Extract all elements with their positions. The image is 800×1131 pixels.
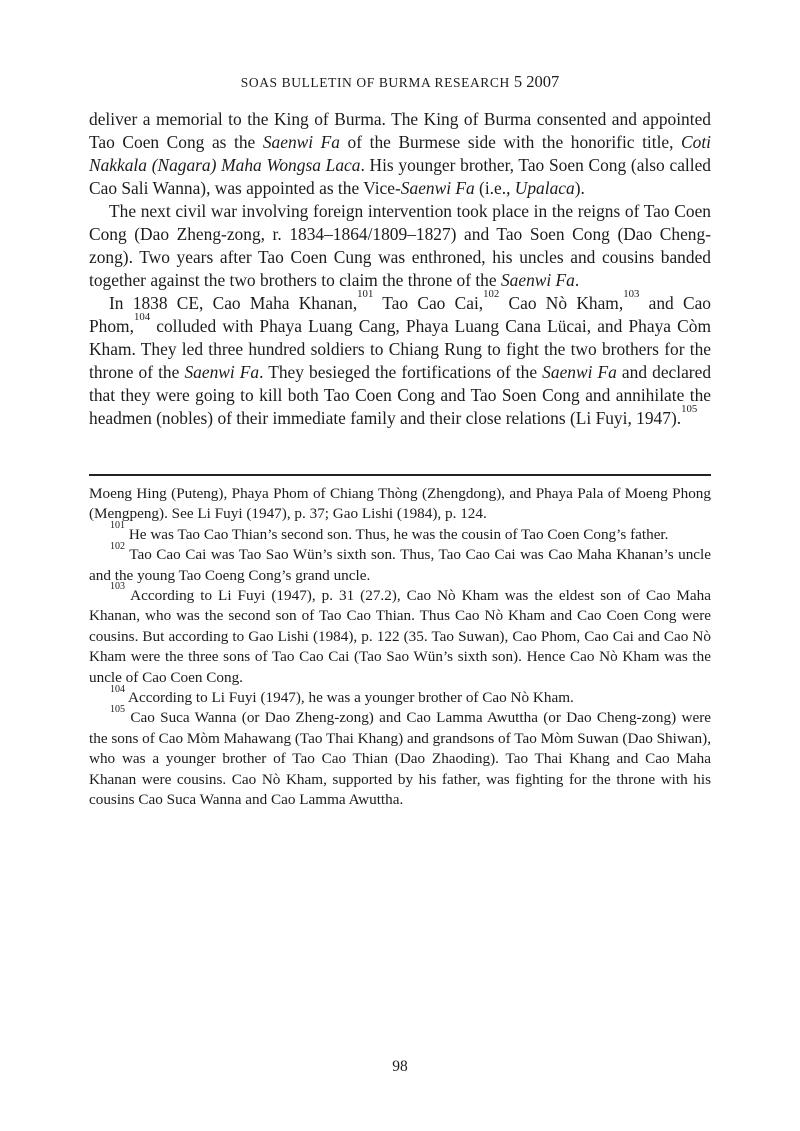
text-segment: Cao Nò Kham, bbox=[499, 293, 624, 313]
footnote-number: 104 bbox=[110, 683, 126, 695]
text-segment: According to Li Fuyi (1947), he was a younger brother of Cao Nò Kham. bbox=[125, 689, 574, 707]
text-segment: In 1838 CE, Cao Maha Khanan, bbox=[109, 293, 358, 313]
italic-text-segment: Upalaca bbox=[514, 178, 575, 198]
italic-text-segment: Saenwi Fa bbox=[542, 362, 617, 382]
text-segment: ). bbox=[574, 178, 585, 198]
footnote-ref: 104 bbox=[133, 311, 151, 324]
footnote bbox=[89, 683, 711, 708]
text-segment: (i.e., bbox=[474, 178, 515, 198]
text-segment: The next civil war involving foreign intervention took place in the reigns of Tao Coen Cong (Dao Zheng-zong, r. 1834–1864/1809–1827) and Tao Soen Cong (Dao Cheng-zong). Two years after Tao Coen Cung was enthroned, his uncles and cousins banded together against the two brothers to claim the throne of the bbox=[89, 201, 711, 290]
text-segment: According to Li Fuyi (1947), p. 31 (27.2), Cao Nò Kham was the eldest son of Cao Maha Khanan, who was the second son of Tao Cao Thian. Thus Cao Nò Kham and Cao Coen Cong were cousins. But according to Gao Lishi (1984), p. 122 (35. Tao Suwan), Cao Phom, Cao Cai and Cao Nò Kham were the three sons of Tao Cao Cai (Tao Sao Wün’s sixth son). Hence Cao Nò Kham was the uncle of Cao Coen Cong. bbox=[89, 587, 711, 686]
text-segment: deliver a memorial to the King of Burma. The King of Burma consented and appointed Tao Coen Cong as the bbox=[89, 109, 711, 152]
footnote-number: 105 bbox=[110, 703, 126, 715]
footnote-ref: 103 bbox=[623, 288, 640, 301]
text-segment: He was Tao Cao Thian’s second son. Thus, he was the cousin of Tao Coen Cong’s father. bbox=[125, 525, 669, 543]
text-segment: Moeng Hing (Puteng), Phaya Phom of Chiang Thòng (Zhengdong), and Phaya Pala of Moeng Phong (Mengpeng). See Li Fuyi (1947), p. 37; Gao Lishi (1984), p. 124. bbox=[89, 485, 711, 523]
footnote bbox=[89, 540, 711, 586]
footnote-separator bbox=[89, 474, 711, 476]
italic-text-segment: Saenwi Fa bbox=[184, 362, 260, 382]
footnote-number: 102 bbox=[110, 540, 126, 552]
footnote-ref: 101 bbox=[357, 288, 374, 301]
footnote-ref: 102 bbox=[483, 288, 500, 301]
paragraph bbox=[89, 200, 711, 292]
footnote bbox=[89, 520, 711, 545]
paragraph bbox=[89, 108, 711, 200]
journal-title: SOAS BULLETIN OF BURMA RESEARCH bbox=[240, 75, 510, 90]
italic-text-segment: Saenwi Fa bbox=[262, 132, 340, 152]
body-text bbox=[89, 108, 711, 430]
italic-text-segment: Coti Nakkala (Nagara) Maha Wongsa Laca bbox=[89, 132, 712, 175]
footnote-number: 103 bbox=[110, 581, 126, 593]
journal-header bbox=[89, 72, 711, 92]
footnote-number: 101 bbox=[110, 520, 126, 532]
text-segment: colluded with Phaya Luang Cang, Phaya Luang Cana Lücai, and Phaya Còm Kham. They led three hundred soldiers to Chiang Rung to fight the two brothers for the throne of the bbox=[89, 316, 711, 382]
text-segment: and Cao Phom, bbox=[89, 293, 711, 336]
text-segment: Tao Cao Cai, bbox=[373, 293, 484, 313]
italic-text-segment: Saenwi Fa bbox=[500, 270, 575, 290]
footnote bbox=[89, 703, 712, 810]
italic-text-segment: Saenwi Fa bbox=[400, 178, 475, 198]
footnote bbox=[89, 581, 711, 688]
page-number: 98 bbox=[392, 1058, 408, 1075]
text-segment: of the Burmese side with the honorific title, bbox=[339, 132, 682, 152]
text-segment: . bbox=[574, 270, 580, 290]
text-segment: . They besieged the fortifications of the bbox=[259, 362, 543, 382]
footnotes-section bbox=[89, 484, 711, 811]
text-segment: and declared that they were going to kill both Tao Coen Cong and Tao Soen Cong and annihilate the headmen (nobles) of their immediate family and their close relations (Li Fuyi, 1947). bbox=[89, 362, 712, 428]
paragraph bbox=[89, 288, 712, 430]
text-segment: Cao Suca Wanna (or Dao Zheng-zong) and Cao Lamma Awuttha (or Dao Cheng-zong) were the sons of Cao Mòm Mahawang (Tao Thai Khang) and grandsons of Tao Mòm Suwan (Dao Shiwan), who was a younger brother of Tao Cao Thian (Dao Zhaoding). Tao Thai Khang and Cao Maha Khanan were cousins. Cao Nò Kham, supported by his father, was fighting for the throne with his cousins Cao Suca Wanna and Cao Lamma Awuttha. bbox=[89, 709, 712, 809]
footnote bbox=[89, 484, 711, 525]
text-segment: Tao Cao Cai was Tao Sao Wün’s sixth son. Thus, Tao Cao Cai was Cao Maha Khanan’s uncle and the young Tao Coeng Cong’s grand uncle. bbox=[89, 546, 711, 584]
issue-number: 5 2007 bbox=[513, 72, 560, 91]
text-block bbox=[89, 72, 711, 811]
footnote-ref: 105 bbox=[681, 403, 698, 416]
text-segment: . His younger brother, Tao Soen Cong (also called Cao Sali Wanna), was appointed as the Vice- bbox=[89, 155, 711, 198]
